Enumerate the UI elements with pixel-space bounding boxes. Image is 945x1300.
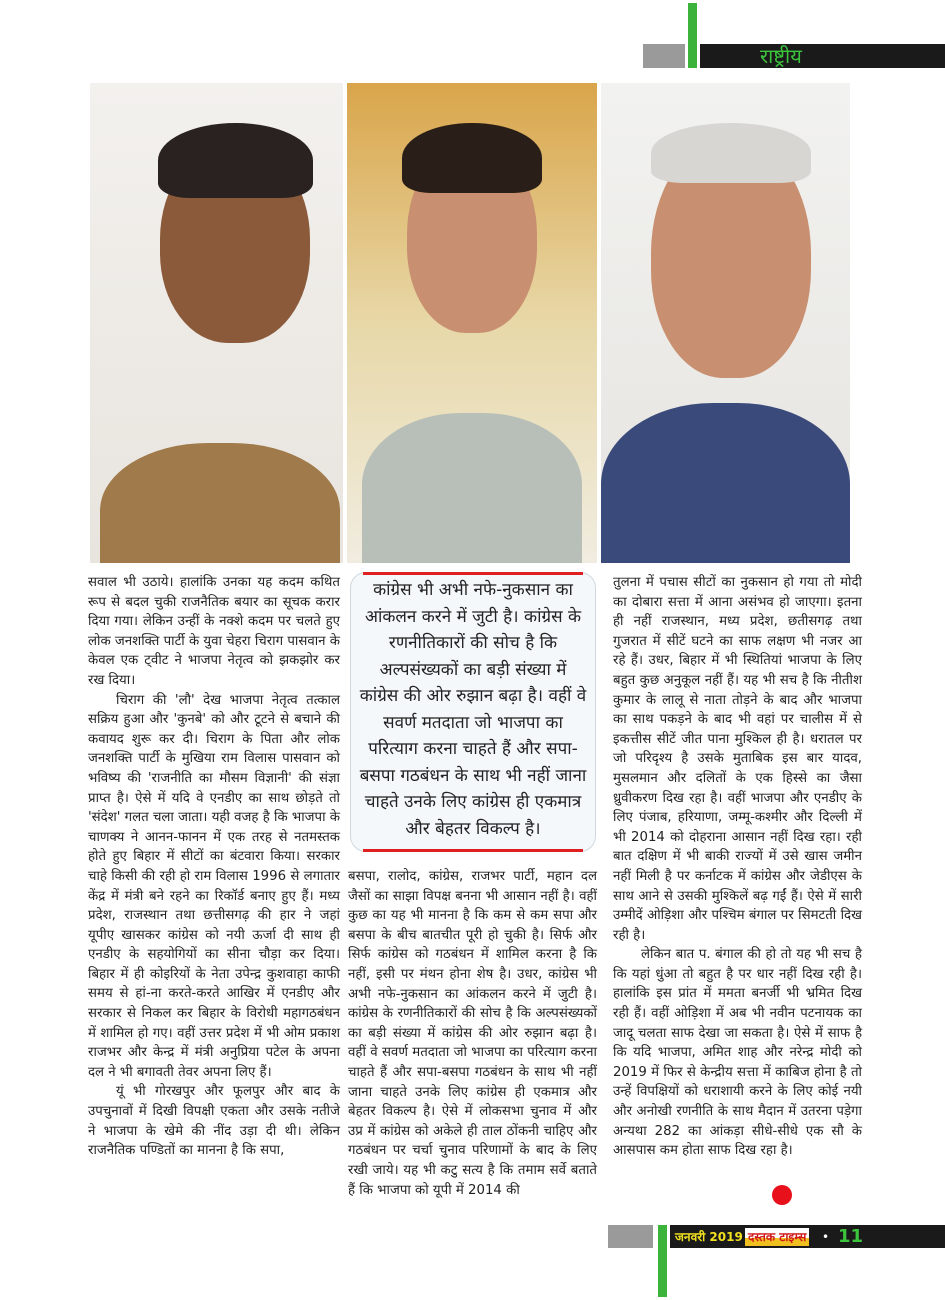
footer-green-bar — [658, 1225, 667, 1297]
paragraph: यूं भी गोरखपुर और फूलपुर और बाद के उपचुनावों में दिखी विपक्षी एकता और उसके नतीजे ने भाजपा के खेमे की नींद उड़ा दी थी। लेकिन राजनैतिक पण्डितों का मानना है कि सपा, — [88, 1084, 340, 1159]
magazine-logo: दस्तक टाइम्स — [745, 1228, 809, 1246]
quote-bottom-rule — [363, 849, 583, 852]
header-gray-block — [643, 44, 685, 68]
article-column-1 — [88, 573, 340, 1161]
end-mark-dot — [772, 1185, 792, 1205]
paragraph: लेकिन बात प. बंगाल की हो तो यह भी सच है कि यहां धुंआ तो बहुत है पर धार नहीं दिख रही है। हालांकि इस प्रांत में ममता बनर्जी भी भ्रमित दिख रही हैं। वहीं ओड़िशा में अब भी नवीन पटनायक का जादू चलता साफ देखा जा सकता है। ऐसे में साफ है कि यदि भाजपा, अमित शाह और नरेन्द्र मोदी को 2019 में फिर से केन्द्रीय सत्ता में काबिज होना है तो उन्हें विपक्षियों को धराशायी करने के लिए कोई नयी और अनोखी रणनीति के साथ मैदान में उतरना पड़ेगा अन्यथा 282 का आंकड़ा सीधे-सीधे एक सौ के आसपास कम होता साफ दिख रहा है। — [613, 947, 862, 1159]
header-green-bar — [688, 3, 697, 68]
footer-bullet: • — [822, 1230, 830, 1244]
article-column-2 — [348, 867, 597, 1200]
article-column-3 — [613, 573, 862, 1161]
photo-middle — [347, 83, 597, 563]
paragraph: चिराग की 'लौ' देख भाजपा नेतृत्व तत्काल सक्रिय हुआ और 'कुनबे' को और टूटने से बचाने की कवायद शुरू कर दी। चिराग के पिता और लोक जनशक्ति पार्टी के मुखिया राम विलास पासवान को भविष्य की 'राजनीति का मौसम विज्ञानी' की संज्ञा प्राप्त है। ऐसे में यदि वे एनडीए का साथ छोड़ते तो 'संदेश' गलत चला जाता। यही वजह है कि भाजपा के चाणक्य ने आनन-फानन में एक तरह से नतमस्तक होते हुए बिहार में सीटों का बंटवारा किया। सरकार चाहे किसी की रही हो राम विलास 1996 से लगातार केंद्र में मंत्री बने रहने का रिकॉर्ड बनाए हुए हैं। मध्य प्रदेश, राजस्थान तथा छत्तीसगढ़ की हार ने जहां यूपीए खासकर कांग्रेस को नयी ऊर्जा दी साथ ही एनडीए के सहयोगियों का सीना चौड़ा कर दिया। बिहार में ही कोइरियों के नेता उपेन्द्र कुशवाहा काफी समय से हां-ना करते-करते आखिर में एनडीए और सरकार से निकल कर बिहार के विरोधी महागठबंधन में शामिल हो गए। वहीं उत्तर प्रदेश में भी ओम प्रकाश राजभर और केन्द्र में मंत्री अनुप्रिया पटेल के अपना दल ने भी बगावती तेवर अपना लिए हैं। — [88, 692, 340, 1080]
paragraph: बसपा, रालोद, कांग्रेस, राजभर पार्टी, महान दल जैसों का साझा विपक्ष बनना भी आसान नहीं है। वहीं कुछ का यह भी मानना है कि कम से कम सपा और बसपा के बीच बातचीत पूरी हो चुकी है। सिर्फ और सिर्फ कांग्रेस को गठबंधन में शामिल करना है कि नहीं, इसी पर मंथन होना शेष है। उधर, कांग्रेस भी अभी नफे-नुकसान का आंकलन करने में जुटी है। कांग्रेस के रणनीतिकारों की सोच है कि अल्पसंख्यकों का बड़ी संख्या में कांग्रेस की ओर रुझान बढ़ा है। वहीं वे सवर्ण मतदाता जो भाजपा का परित्याग करना चाहते हैं और सपा-बसपा गठबंधन के साथ भी नहीं जाना चाहते उनके लिए कांग्रेस ही एकमात्र और बेहतर विकल्प है। ऐसे में लोकसभा चुनाव में और उप्र में कांग्रेस को अकेले ही ताल ठोंकनी चाहिए और गठबंधन पर चर्चा चुनाव परिणामों के बाद के लिए रखी जाये। यह भी कटु सत्य है कि तमाम सर्वे बताते हैं कि भाजपा को यूपी में 2014 की — [348, 869, 597, 1198]
issue-date: जनवरी 2019 — [675, 1230, 743, 1244]
photo-right — [601, 83, 850, 563]
section-title: राष्ट्रीय — [760, 44, 802, 68]
quote-top-rule — [363, 572, 583, 575]
photo-left — [90, 83, 343, 563]
paragraph: सवाल भी उठाये। हालांकि उनका यह कदम कथित रूप से बदल चुकी राजनैतिक बयार का सूचक करार दिया गया। लेकिन उन्हीं के नक्शे कदम पर चलते हुए लोक जनशक्ति पार्टी के युवा चेहरा चिराग पासवान के केवल एक ट्वीट ने भाजपा नेतृत्व को झकझोर कर रख दिया। — [88, 575, 340, 688]
pull-quote — [350, 572, 596, 852]
page-number: 11 — [838, 1226, 864, 1247]
header-black-bar — [700, 44, 945, 68]
pull-quote-text: कांग्रेस भी अभी नफे-नुकसान का आंकलन करने में जुटी है। कांग्रेस के रणनीतिकारों की सोच है कि अल्पसंख्यकों का बड़ी संख्या में कांग्रेस की ओर रुझान बढ़ा है। वहीं वे सवर्ण मतदाता जो भाजपा का परित्याग करना चाहते हैं और सपा-बसपा गठबंधन के साथ भी नहीं जाना चाहते उनके लिए कांग्रेस ही एकमात्र और बेहतर विकल्प है। — [359, 580, 587, 839]
footer-gray-block — [608, 1225, 653, 1248]
paragraph: तुलना में पचास सीटों का नुकसान हो गया तो मोदी का दोबारा सत्ता में आना असंभव हो जाएगा। इतना ही नहीं राजस्थान, मध्य प्रदेश, छतीसगढ़ तथा गुजरात में सीटें घटने का साफ लक्षण भी नजर आ रहे हैं। उधर, बिहार में भी स्थितियां भाजपा के लिए बहुत कुछ अनुकूल नहीं हैं। यह भी सच है कि नीतीश कुमार के लालू से नाता तोड़ने के बाद और भाजपा का साथ पकड़ने के बाद भी वहां पर चालीस में से इकत्तीस सीटें जीत पाना मुश्किल ही है। धरातल पर जो परिदृश्य है उसके मुताबिक इस बार यादव, मुसलमान और दलितों के एक हिस्से का जैसा ध्रुवीकरण दिख रहा है। वहीं भाजपा और एनडीए के लिए पंजाब, हरियाणा, जम्मू-कश्मीर और दिल्ली में भी 2014 को दोहराना आसान नहीं दिख रहा। रही बात दक्षिण में भी बाकी राज्यों में उसे खास जमीन नहीं मिली है पर कर्नाटक में कांग्रेस और जेडीएस के साथ आने से उसकी मुश्किलें बढ़ गईं हैं। ऐसे में सारी उम्मीदें ओड़िशा और पश्चिम बंगाल पर सिमटती दिख रही है। — [613, 575, 862, 943]
